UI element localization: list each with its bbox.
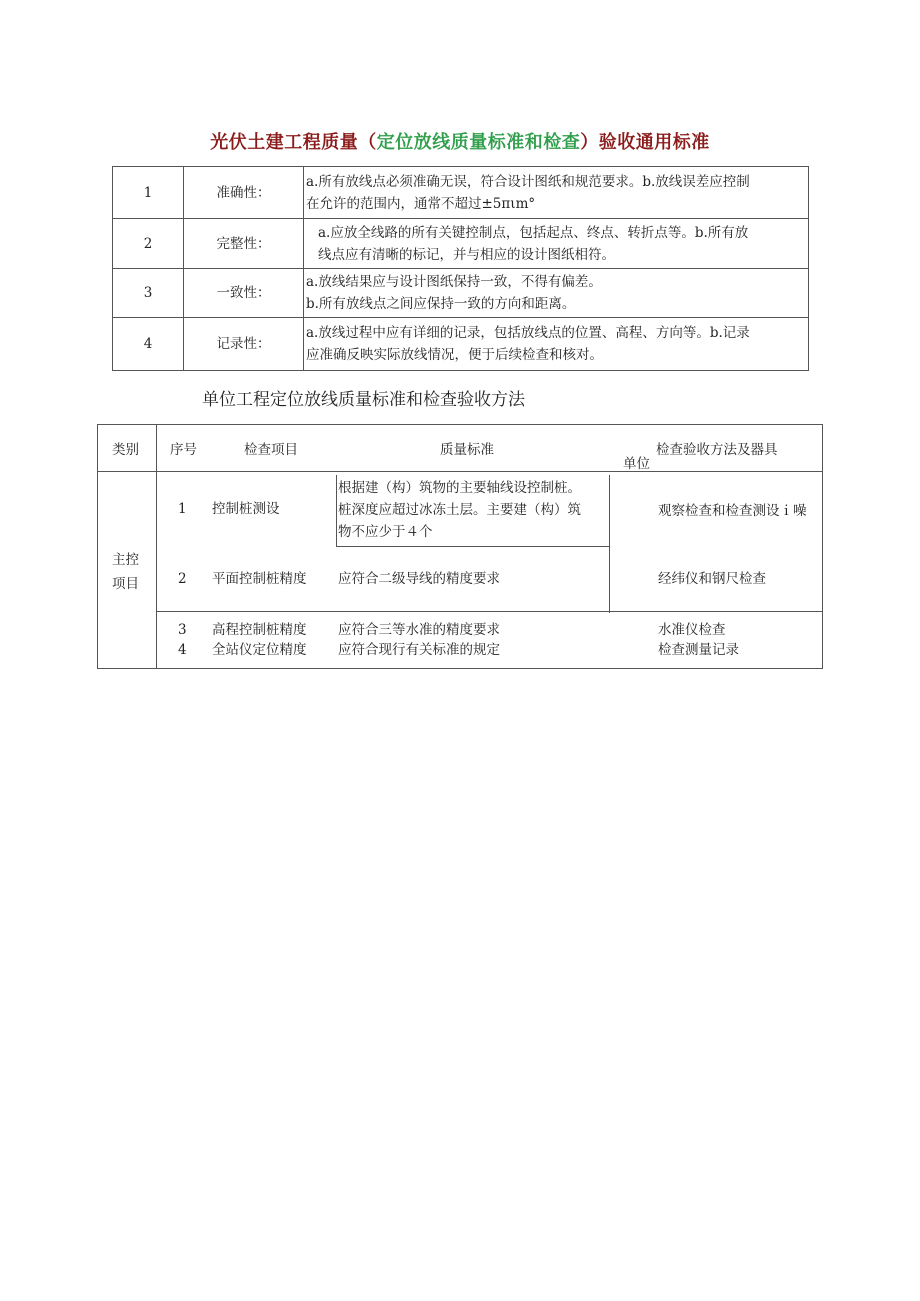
- table-row: [113, 318, 809, 371]
- row-standard: [304, 219, 809, 269]
- row-item: 高程控制桩精度: [212, 622, 307, 638]
- row-seq: 3: [178, 622, 187, 638]
- row-method: 经纬仪和钢尺检查: [658, 571, 766, 587]
- row-number: 3: [113, 269, 184, 318]
- standard-line: a.所有放线点必须准确无误，符合设计图纸和规范要求。b.放线误差应控制: [306, 173, 750, 190]
- section-title: 单位工程定位放线质量标准和检查验收方法: [202, 390, 525, 410]
- row-item: 完整性：: [184, 219, 304, 269]
- row-item: 全站仪定位精度: [212, 642, 307, 658]
- standard-line: a.应放全线路的所有关键控制点，包括起点、终点、转折点等。b.所有放: [318, 224, 749, 241]
- header-seq: 序号: [170, 442, 197, 458]
- title-part-2: 定位放线质量标准和检查: [376, 132, 581, 153]
- standard-line: 应准确反映实际放线情况，便于后续检查和核对。: [306, 347, 603, 363]
- table-divider: [156, 611, 822, 612]
- header-unit: 单位: [623, 456, 650, 472]
- header-category: 类别: [112, 442, 139, 458]
- standard-line: 线点应有清晰的标记，并与相应的设计图纸相符。: [318, 246, 615, 263]
- header-item: 检查项目: [244, 442, 298, 458]
- table-divider: [336, 546, 610, 547]
- row-standard-line: 桩深度应超过冰冻土层。主要建（构）筑: [338, 502, 581, 518]
- table-divider: [336, 475, 337, 547]
- unit-project-table: [97, 424, 823, 669]
- row-standard: 应符合现行有关标准的规定: [338, 642, 500, 658]
- row-method: 检查测量记录: [658, 642, 739, 658]
- row-item: 控制桩测设: [212, 501, 280, 517]
- general-standards-table: [112, 166, 809, 371]
- table-row: [113, 219, 809, 269]
- row-number: 2: [113, 219, 184, 269]
- standard-line: 在允许的范围内，通常不超过±5πιm°: [306, 195, 536, 212]
- row-number: 4: [113, 318, 184, 371]
- row-standard: 应符合二级导线的精度要求: [338, 571, 500, 587]
- title-part-1: 光伏土建工程质量（: [210, 132, 377, 153]
- row-standard-line: 根据建（构）筑物的主要轴线设控制桩。: [338, 480, 581, 496]
- table-divider: [98, 471, 822, 472]
- table-divider: [609, 475, 610, 613]
- category-label: 主控: [112, 552, 139, 568]
- category-label: 项目: [112, 576, 139, 592]
- row-item: 平面控制桩精度: [212, 571, 307, 587]
- header-standard: 质量标准: [440, 442, 494, 458]
- row-number: 1: [113, 167, 184, 219]
- row-standard: [304, 269, 809, 318]
- standard-line: b.所有放线点之间应保持一致的方向和距离。: [306, 296, 576, 312]
- row-standard: [304, 167, 809, 219]
- row-standard: [304, 318, 809, 371]
- row-standard: 应符合三等水准的精度要求: [338, 622, 500, 638]
- table-row: [113, 167, 809, 219]
- row-item: 记录性：: [184, 318, 304, 371]
- table-row: [113, 269, 809, 318]
- row-seq: 2: [178, 571, 187, 587]
- row-item: 准确性：: [184, 167, 304, 219]
- row-method: 观察检查和检查测设ｉ噪: [658, 503, 807, 519]
- row-item: 一致性：: [184, 269, 304, 318]
- row-seq: 1: [178, 501, 187, 517]
- header-method: 检查验收方法及器具: [656, 442, 778, 458]
- document-title: [0, 128, 920, 154]
- row-seq: 4: [178, 642, 187, 658]
- table-divider: [156, 425, 157, 668]
- title-part-3: ）验收通用标准: [580, 132, 710, 153]
- row-method: 水准仪检查: [658, 622, 726, 638]
- standard-line: a.放线过程中应有详细的记录，包括放线点的位置、高程、方向等。b.记录: [306, 325, 750, 341]
- standard-line: a.放线结果应与设计图纸保持一致，不得有偏差。: [306, 274, 602, 290]
- row-standard-line: 物不应少于４个: [338, 524, 433, 540]
